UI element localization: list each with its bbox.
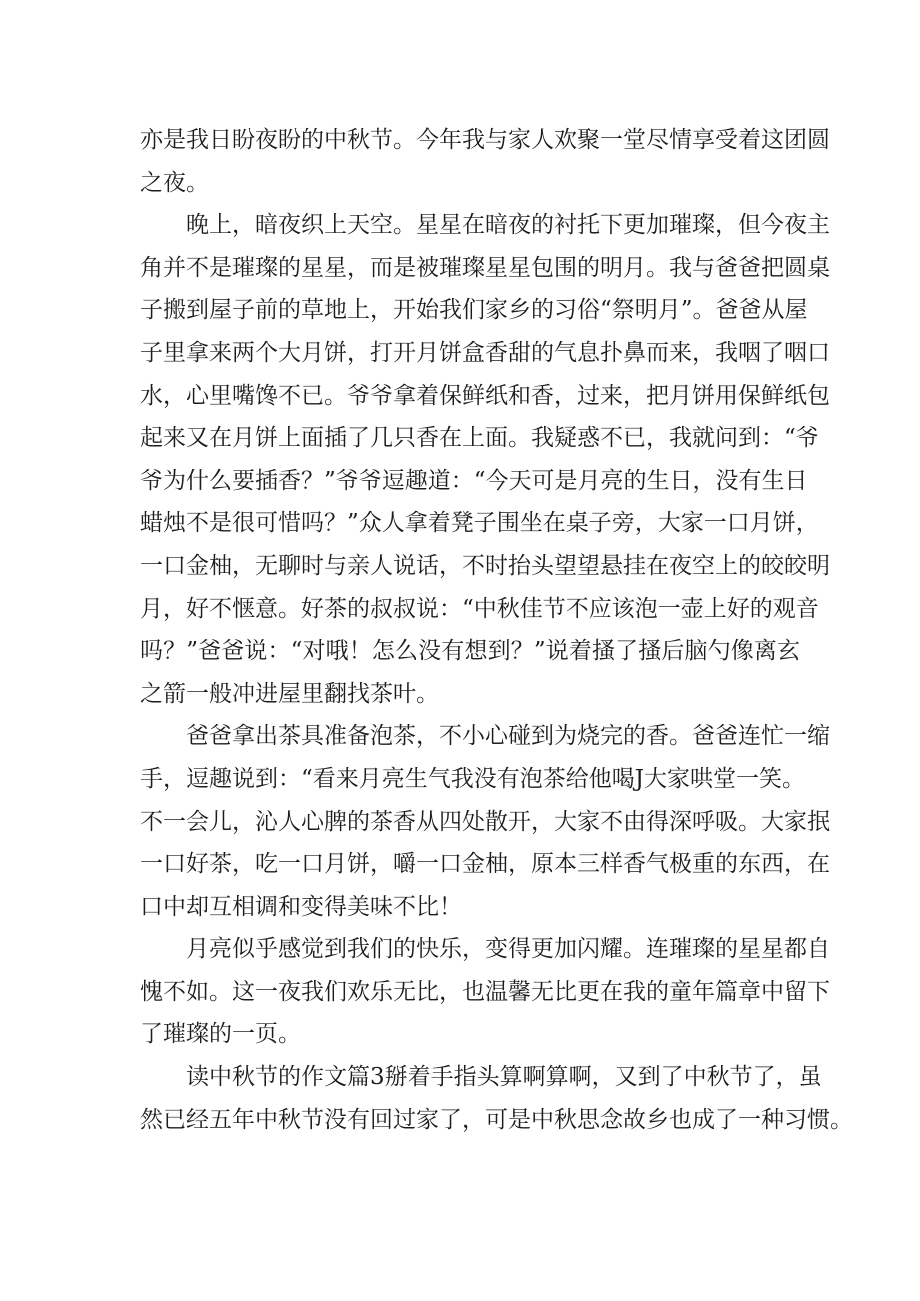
text-line: 吗？”爸爸说：“对哦！怎么没有想到？”说着搔了搔后脑勺像离玄 (140, 638, 800, 665)
text-line: 读中秋节的作文篇3掰着手指头算啊算啊，又到了中秋节了，虽 (186, 1064, 822, 1091)
text-line: 手，逗趣说到：“看来月亮生气我没有泡茶给他喝J大家哄堂一笑。 (140, 765, 805, 792)
text-line: 爷为什么要插香？”爷爷逗趣道：“今天可是月亮的生日，没有生日 (140, 467, 808, 494)
paragraph-5 (140, 1056, 853, 1141)
text-line: 一口好茶，吃一口月饼，嚼一口金柚，原本三样香气极重的东西，在 (140, 851, 830, 878)
text-line: 之夜。 (140, 169, 209, 196)
text-line: 水，心里嘴馋不已。爷爷拿着保鲜纸和香，过来，把月饼用保鲜纸包 (140, 382, 830, 409)
paragraph-2 (140, 204, 830, 715)
text-line: 晚上，暗夜织上天空。星星在暗夜的衬托下更加璀璨，但今夜主 (186, 212, 830, 239)
text-line: 然已经五年中秋节没有回过家了，可是中秋思念故乡也成了一种习惯。 (140, 1106, 853, 1133)
paragraph-1 (140, 119, 830, 204)
text-line: 愧不如。这一夜我们欢乐无比，也温馨无比更在我的童年篇章中留下 (140, 978, 830, 1005)
text-line: 蜡烛不是很可惜吗？”众人拿着凳子围坐在桌子旁，大家一口月饼， (140, 510, 819, 537)
text-line: 月，好不惬意。好茶的叔叔说：“中秋佳节不应该泡一壶上好的观音 (140, 595, 819, 622)
text-line: 爸爸拿出茶具准备泡茶，不小心碰到为烧完的香。爸爸连忙一缩 (186, 723, 830, 750)
text-line: 之箭一般冲进屋里翻找茶叶。 (140, 680, 439, 707)
document-body (140, 119, 853, 1141)
text-line: 亦是我日盼夜盼的中秋节。今年我与家人欢聚一堂尽情享受着这团圆 (140, 127, 830, 153)
text-line: 月亮似乎感觉到我们的快乐，变得更加闪耀。连璀璨的星星都自 (186, 936, 830, 963)
text-line: 子里拿来两个大月饼，打开月饼盒香甜的气息扑鼻而来，我咽了咽口 (140, 339, 830, 366)
text-line: 一口金柚，无聊时与亲人说话，不时抬头望望悬挂在夜空上的皎皎明 (140, 552, 830, 579)
text-line: 不一会儿，沁人心脾的茶香从四处散开，大家不由得深呼吸。大家抿 (140, 808, 830, 835)
paragraph-4 (140, 928, 830, 1056)
text-line: 子搬到屋子前的草地上，开始我们家乡的习俗“祭明月”。爸爸从屋 (140, 297, 808, 324)
text-line: 角并不是璀璨的星星，而是被璀璨星星包围的明月。我与爸爸把圆桌 (140, 254, 830, 281)
text-line: 了璀璨的一页。 (140, 1021, 301, 1048)
paragraph-3 (140, 715, 830, 928)
text-line: 口中却互相调和变得美味不比！ (140, 893, 462, 920)
text-line: 起来又在月饼上面插了几只香在上面。我疑惑不已，我就问到：“爷 (140, 425, 819, 452)
